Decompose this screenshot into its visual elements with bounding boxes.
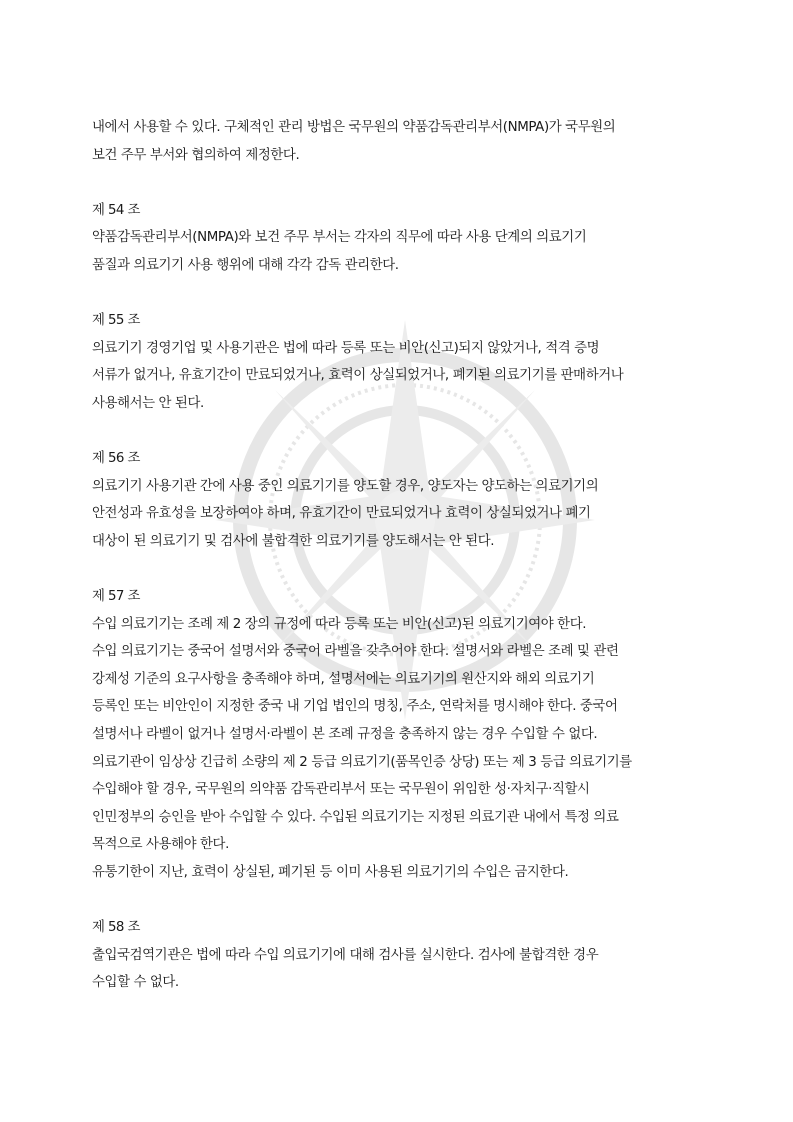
article-heading: 제 57 조	[92, 589, 140, 605]
article-heading: 제 56 조	[92, 451, 140, 467]
text-line: 대상이 된 의료기기 및 검사에 불합격한 의료기기를 양도해서는 안 된다.	[92, 533, 495, 549]
text-line: 의료기관이 임상상 긴급히 소량의 제 2 등급 의료기기(품목인증 상당) 또는 제 3 등급 의료기기를	[92, 754, 632, 770]
text-line: 출입국검역기관은 법에 따라 수입 의료기기에 대해 검사를 실시한다. 검사에 불합격한 경우	[92, 947, 599, 963]
text-line: 안전성과 유효성을 보장하여야 하며, 유효기간이 만료되었거나 효력이 상실되었거나 폐기	[92, 506, 591, 522]
text-line: 목적으로 사용해야 한다.	[92, 837, 229, 853]
text-line: 내에서 사용할 수 있다. 구체적인 관리 방법은 국무원의 약품감독관리부서(NMPA)가 국무원의	[92, 120, 616, 135]
article-55	[92, 307, 732, 417]
article-57	[92, 583, 732, 887]
text-line: 유통기한이 지난, 효력이 상실된, 폐기된 등 이미 사용된 의료기기의 수입은 금지한다.	[92, 865, 569, 881]
article-heading: 제 54 조	[92, 202, 140, 218]
article-56	[92, 445, 732, 555]
text-line: 수입할 수 없다.	[92, 975, 179, 991]
text-line: 품질과 의료기기 사용 행위에 대해 각각 감독 관리한다.	[92, 257, 399, 273]
text-line: 사용해서는 안 된다.	[92, 395, 204, 411]
text-line: 보건 주무 부서와 협의하여 제정한다.	[92, 147, 300, 163]
text-line: 등록인 또는 비안인이 지정한 중국 내 기업 법인의 명칭, 주소, 연락처를 명시해야 한다. 중국어	[92, 699, 618, 715]
document-body	[92, 114, 732, 997]
text-line: 강제성 기준의 요구사항을 충족해야 하며, 설명서에는 의료기기의 원산지와 해외 의료기기	[92, 671, 595, 687]
text-line: 서류가 없거나, 유효기간이 만료되었거나, 효력이 상실되었거나, 폐기된 의료기기를 판매하거나	[92, 368, 624, 384]
text-line: 수입 의료기기는 조례 제 2 장의 규정에 따라 등록 또는 비안(신고)된 의료기기여야 한다.	[92, 616, 587, 632]
text-line: 의료기기 사용기관 간에 사용 중인 의료기기를 양도할 경우, 양도자는 양도하는 의료기기의	[92, 478, 599, 494]
text-line: 수입해야 할 경우, 국무원의 의약품 감독관리부서 또는 국무원이 위임한 성·자치구·직할시	[92, 782, 590, 798]
text-line: 인민정부의 승인을 받아 수입할 수 있다. 수입된 의료기기는 지정된 의료기관 내에서 특정 의료	[92, 809, 619, 825]
text-line: 설명서나 라벨이 없거나 설명서·라벨이 본 조례 규정을 충족하지 않는 경우 수입할 수 없다.	[92, 727, 598, 743]
text-line: 수입 의료기기는 중국어 설명서와 중국어 라벨을 갖추어야 한다. 설명서와 라벨은 조례 및 관련	[92, 644, 619, 660]
article-54	[92, 197, 732, 280]
text-line: 약품감독관리부서(NMPA)와 보건 주무 부서는 각자의 직무에 따라 사용 단계의 의료기기	[92, 230, 587, 246]
article-heading: 제 55 조	[92, 313, 140, 329]
text-line: 의료기기 경영기업 및 사용기관은 법에 따라 등록 또는 비안(신고)되지 않았거나, 적격 증명	[92, 340, 600, 356]
article-heading: 제 58 조	[92, 920, 140, 936]
article-58	[92, 914, 732, 997]
intro-paragraph	[92, 114, 732, 169]
